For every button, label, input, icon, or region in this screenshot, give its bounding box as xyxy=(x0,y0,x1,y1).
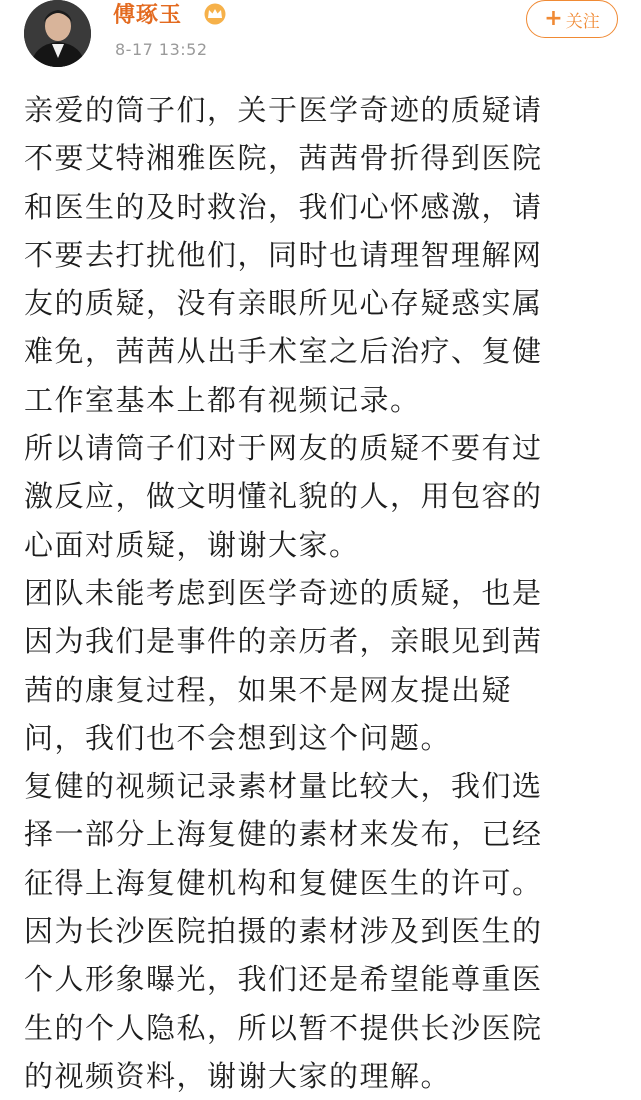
post-line: 择一部分上海复健的素材来发布，已经 xyxy=(24,817,543,852)
post-line: 工作室基本上都有视频记录。 xyxy=(24,382,421,417)
post-line: 征得上海复健机构和复健医生的许可。 xyxy=(24,865,543,900)
crown-icon xyxy=(203,3,227,25)
post-line: 激反应，做文明懂礼貌的人，用包容的 xyxy=(24,479,543,514)
avatar-image xyxy=(24,0,91,67)
post-line: 茜的康复过程，如果不是网友提出疑 xyxy=(24,672,513,707)
post-line: 团队未能考虑到医学奇迹的质疑，也是 xyxy=(24,575,543,610)
post-line: 难免，茜茜从出手术室之后治疗、复健 xyxy=(24,334,543,369)
post-line: 的视频资料，谢谢大家的理解。 xyxy=(24,1058,452,1093)
post-timestamp: 8-17 13:52 xyxy=(115,40,208,59)
post-header xyxy=(0,0,641,80)
plus-icon: + xyxy=(544,6,563,31)
post-line: 不要去打扰他们，同时也请理智理解网 xyxy=(24,237,543,272)
follow-label: 关注 xyxy=(565,11,600,32)
post-text xyxy=(24,86,624,1100)
post-line: 问，我们也不会想到这个问题。 xyxy=(24,720,452,755)
avatar[interactable] xyxy=(24,0,91,67)
post-line: 复健的视频记录素材量比较大，我们选 xyxy=(24,769,543,804)
post-line: 个人形象曝光，我们还是希望能尊重医 xyxy=(24,962,543,997)
post-line: 不要艾特湘雅医院，茜茜骨折得到医院 xyxy=(24,141,543,176)
post-line: 亲爱的筒子们，关于医学奇迹的质疑请 xyxy=(24,93,543,127)
username[interactable]: 傅琢玉 xyxy=(113,3,183,28)
post-line: 心面对质疑，谢谢大家。 xyxy=(24,527,360,562)
post-line: 和医生的及时救治，我们心怀感激，请 xyxy=(24,189,543,224)
follow-button[interactable] xyxy=(526,0,618,38)
post-line: 因为我们是事件的亲历者，亲眼见到茜 xyxy=(24,624,543,659)
post-line: 友的质疑，没有亲眼所见心存疑惑实属 xyxy=(24,286,543,321)
post-line: 因为长沙医院拍摄的素材涉及到医生的 xyxy=(24,914,543,949)
post-line: 所以请筒子们对于网友的质疑不要有过 xyxy=(24,431,543,466)
post-line: 生的个人隐私，所以暂不提供长沙医院 xyxy=(24,1010,543,1045)
